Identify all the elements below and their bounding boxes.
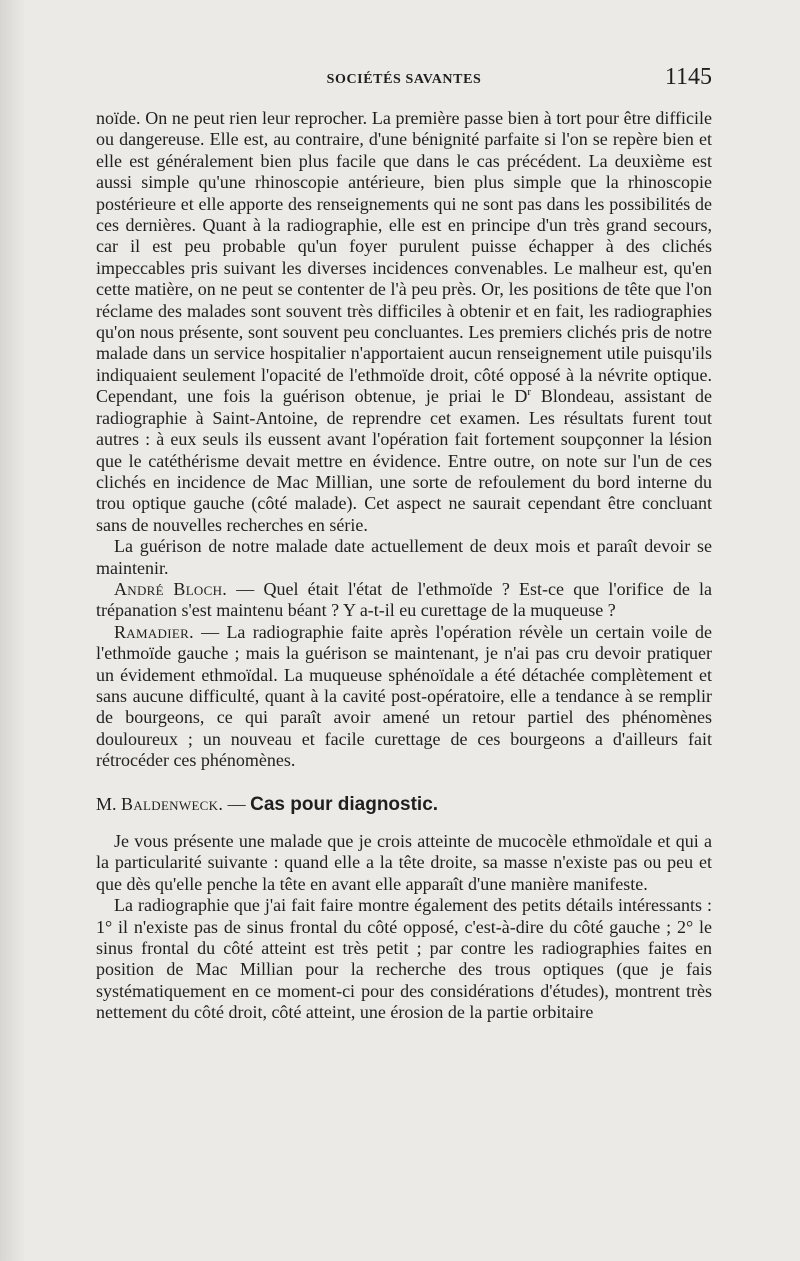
speaker-name: André Bloch. [114,578,228,599]
article-body [96,108,712,1024]
page-number: 1145 [664,64,712,90]
running-head: SOCIÉTÉS SAVANTES [326,72,482,87]
section-dash: — [227,793,246,814]
doctor-abbrev: D [514,386,528,407]
paragraph-text: — La radiographie faite après l'opération révèle un certain voile de l'ethmoïde gauche ; mais la guérison se maintenant, je n'ai pas cru devoir pratiquer un évidement ethmoïdal. La muqueuse sphénoïdale a été détachée complètement et sans aucune difficulté, quant à la cavité post-opératoire, elle a tendance à se remplir de bourgeons, ce qui paraît avoir amené un retour partiel des phénomènes douloureux ; un nouveau et facile curettage de ces bourgeons a d'ailleurs fait rétrocéder ces phénomènes. [96,621,712,771]
speaker-name: Ramadier. [114,621,194,642]
paragraph-text: noïde. On ne peut rien leur reprocher. La première passe bien à tort pour être difficile ou dangereuse. Elle est, au contraire, d'une bénignité parfaite si l'on se repère bien et elle est généralement bien plus facile que dans le cas précédent. La deuxième est aussi simple qu'une rhinoscopie antérieure, bien plus simple que la rhinoscopie postérieure et elle apporte des renseignements qui ne sont pas dans les possibilités de ces dernières. Quant à la radiographie, elle est en principe d'un très grand secours, car il est peu probable qu'un foyer purulent puisse échapper à des clichés impeccables pris suivant les diverses incidences convenables. Le malheur est, qu'en cette matière, on ne peut se contenter de l'à peu près. Or, les positions de tête que l'on réclame des malades sont souvent très difficiles à obtenir et en fait, les radiographies qu'on nous présente, sont souvent peu concluantes. Les premiers clichés pris de notre malade dans un service hospitalier n'apportaient aucun renseignement utile puisqu'ils indiquaient seulement l'opacité de l'ethmoïde droit, côté opposé à la névrite optique. Cependant, une fois la guérison obtenue, je priai le [96,108,712,407]
section-title: Cas pour diagnostic. [250,793,439,815]
paragraph-text-end: Blondeau, assistant de radiographie à Saint-Antoine, de reprendre cet examen. Les résultats furent tout autres : à eux seuls ils eussent avant l'opération fait fortement soupçonner la lésion que le catéthérisme devait mettre en évidence. Entre outre, on note sur l'un de ces clichés en incidence de Mac Millian, une sorte de refoulement du bord interne du trou optique gauche (côté malade). Cet aspect ne saurait cependant être concluant sans de nouvelles recherches en série. [96,386,713,535]
page-gutter-shadow [0,0,26,1261]
section-heading [96,794,712,815]
doctor-abbrev-superscript: r [527,386,532,399]
paragraph-continuation [96,108,712,536]
paragraph-answer [96,622,712,772]
paragraph-radiography: La radiographie que j'ai fait faire montre également des petits détails intéressants : 1° il n'existe pas de sinus frontal du côté opposé, c'est-à-dire du côté gauche ; 2° le sinus frontal du côté atteint est très petit ; par contre les radiographies faites en position de Mac Millian pour la recherche des trous optiques (que je fais systématiquement en ce moment-ci pour des considérations d'études), montrent très nettement du côté droit, côté atteint, une érosion de la partie orbitaire [96,895,712,1023]
paragraph-healing: La guérison de notre malade date actuellement de deux mois et paraît devoir se maintenir. [96,536,712,578]
paragraph-text: — Quel était l'état de l'ethmoïde ? Est-ce que l'orifice de la trépanation s'est maintenu béant ? Y a-t-il eu curettage de la muqueuse ? [96,578,712,621]
paragraph-question [96,579,712,622]
section-prefix: M. [96,793,117,814]
paragraph-presentation: Je vous présente une malade que je crois atteinte de mucocèle ethmoïdale et qui a la particularité suivante : quand elle a la tête droite, sa masse n'existe pas ou peu et que dès qu'elle penche la tête en avant elle apparaît d'une manière manifeste. [96,831,712,894]
page-header [96,64,712,98]
section-author: Baldenweck. [121,793,224,814]
